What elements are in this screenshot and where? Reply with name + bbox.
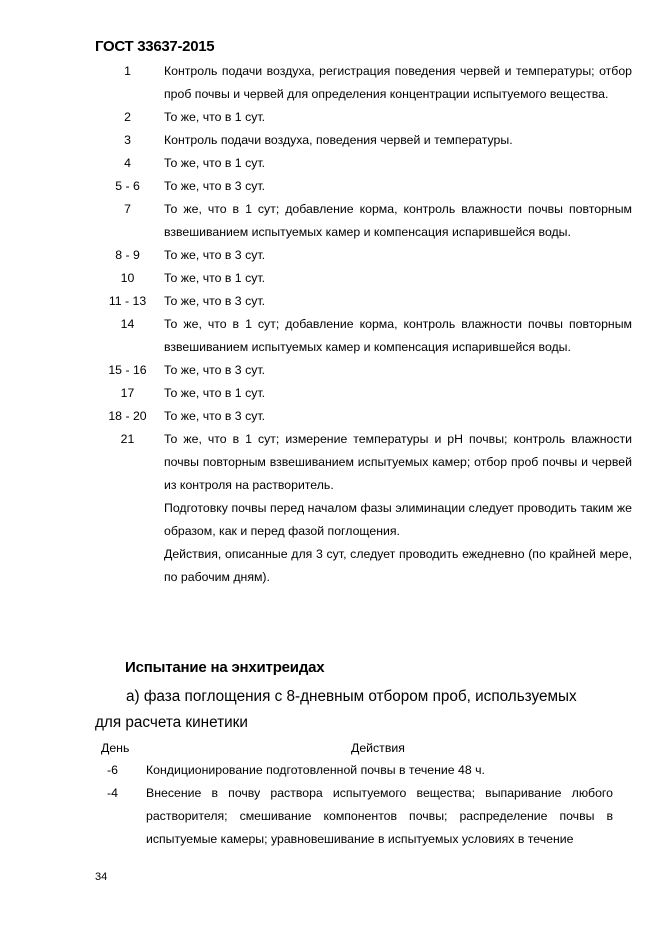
- schedule-row: [0, 106, 661, 129]
- schedule-row: [0, 175, 661, 198]
- day-cell: 21: [120, 432, 135, 446]
- day-cell: 10: [120, 271, 135, 285]
- day-cell: -6: [107, 763, 118, 777]
- day-cell: 3: [124, 133, 131, 147]
- action-cell: То же, что в 1 сут; добавление корма, контроль влажности почвы повторным взвешиванием испытуемых камер и компенсация испарившейся воды.: [164, 317, 632, 354]
- note-paragraph: Подготовку почвы перед началом фазы элиминации следует проводить таким же образом, как и перед фазой поглощения.: [164, 501, 632, 538]
- schedule-row: [0, 759, 661, 782]
- action-cell: Кондиционирование подготовленной почвы в течение 48 ч.: [146, 763, 485, 777]
- action-cell: То же, что в 3 сут.: [164, 248, 266, 262]
- schedule-row: [0, 782, 661, 851]
- day-cell: 4: [124, 156, 131, 170]
- column-header-action: Действия: [351, 741, 405, 755]
- section-heading: Испытание на энхитреидах: [125, 659, 325, 676]
- section-intro: [95, 684, 613, 736]
- action-cell: То же, что в 3 сут.: [164, 294, 266, 308]
- schedule-row: [0, 129, 661, 152]
- day-cell: 11 - 13: [108, 294, 147, 308]
- schedule-row: [0, 267, 661, 290]
- action-cell: То же, что в 1 сут.: [164, 156, 266, 170]
- schedule-row: [0, 60, 661, 106]
- day-cell: 5 - 6: [115, 179, 140, 193]
- schedule-table: [0, 60, 661, 589]
- day-cell: 1: [124, 64, 131, 78]
- page-number: 34: [95, 871, 108, 883]
- action-cell: То же, что в 1 сут; измерение температуры и рН почвы; контроль влажности почвы повторным взвешиванием испытуемых камер; отбор проб почвы и червей из контроля на растворитель.: [164, 432, 632, 492]
- schedule-row: [0, 244, 661, 267]
- action-cell: То же, что в 1 сут.: [164, 110, 266, 124]
- schedule-row: [0, 405, 661, 428]
- schedule-row: [0, 290, 661, 313]
- day-cell: 7: [124, 202, 131, 216]
- action-cell: То же, что в 1 сут; добавление корма, контроль влажности почвы повторным взвешиванием испытуемых камер и компенсация испарившейся воды.: [164, 202, 632, 239]
- action-cell: Внесение в почву раствора испытуемого вещества; выпаривание любого растворителя; смешивание компонентов почвы; распределение почвы в испытуемые камеры; уравновешивание в испытуемых условиях в течение: [146, 786, 613, 846]
- day-cell: 17: [120, 386, 135, 400]
- schedule-row: [0, 313, 661, 359]
- schedule-row: [0, 198, 661, 244]
- action-cell: Контроль подачи воздуха, регистрация поведения червей и температуры; отбор проб почвы и червей для определения концентрации испытуемого вещества.: [164, 64, 632, 101]
- intro-line-1: а) фаза поглощения с 8-дневным отбором проб, используемых: [126, 688, 577, 705]
- schedule-row: [0, 382, 661, 405]
- schedule-row: [0, 359, 661, 382]
- schedule-row: [0, 152, 661, 175]
- day-cell: 2: [124, 110, 131, 124]
- day-cell: 15 - 16: [108, 363, 147, 377]
- column-header-day: День: [101, 741, 130, 755]
- document-code-header: ГОСТ 33637-2015: [95, 38, 215, 55]
- action-cell: То же, что в 1 сут.: [164, 271, 266, 285]
- intro-line-2: для расчета кинетики: [95, 714, 248, 731]
- note-paragraph: Действия, описанные для 3 сут, следует проводить ежедневно (по крайней мере, по рабочим дням).: [164, 547, 632, 584]
- day-cell: 8 - 9: [115, 248, 140, 262]
- action-cell: То же, что в 3 сут.: [164, 363, 266, 377]
- day-cell: 14: [120, 317, 135, 331]
- action-cell: То же, что в 3 сут.: [164, 409, 266, 423]
- action-cell: Контроль подачи воздуха, поведения червей и температуры.: [164, 133, 513, 147]
- action-cell: То же, что в 3 сут.: [164, 179, 266, 193]
- schedule-row: [0, 428, 661, 497]
- day-cell: 18 - 20: [108, 409, 147, 423]
- enchytraeid-schedule-table: [0, 759, 661, 851]
- day-cell: -4: [107, 786, 118, 800]
- action-cell: То же, что в 1 сут.: [164, 386, 266, 400]
